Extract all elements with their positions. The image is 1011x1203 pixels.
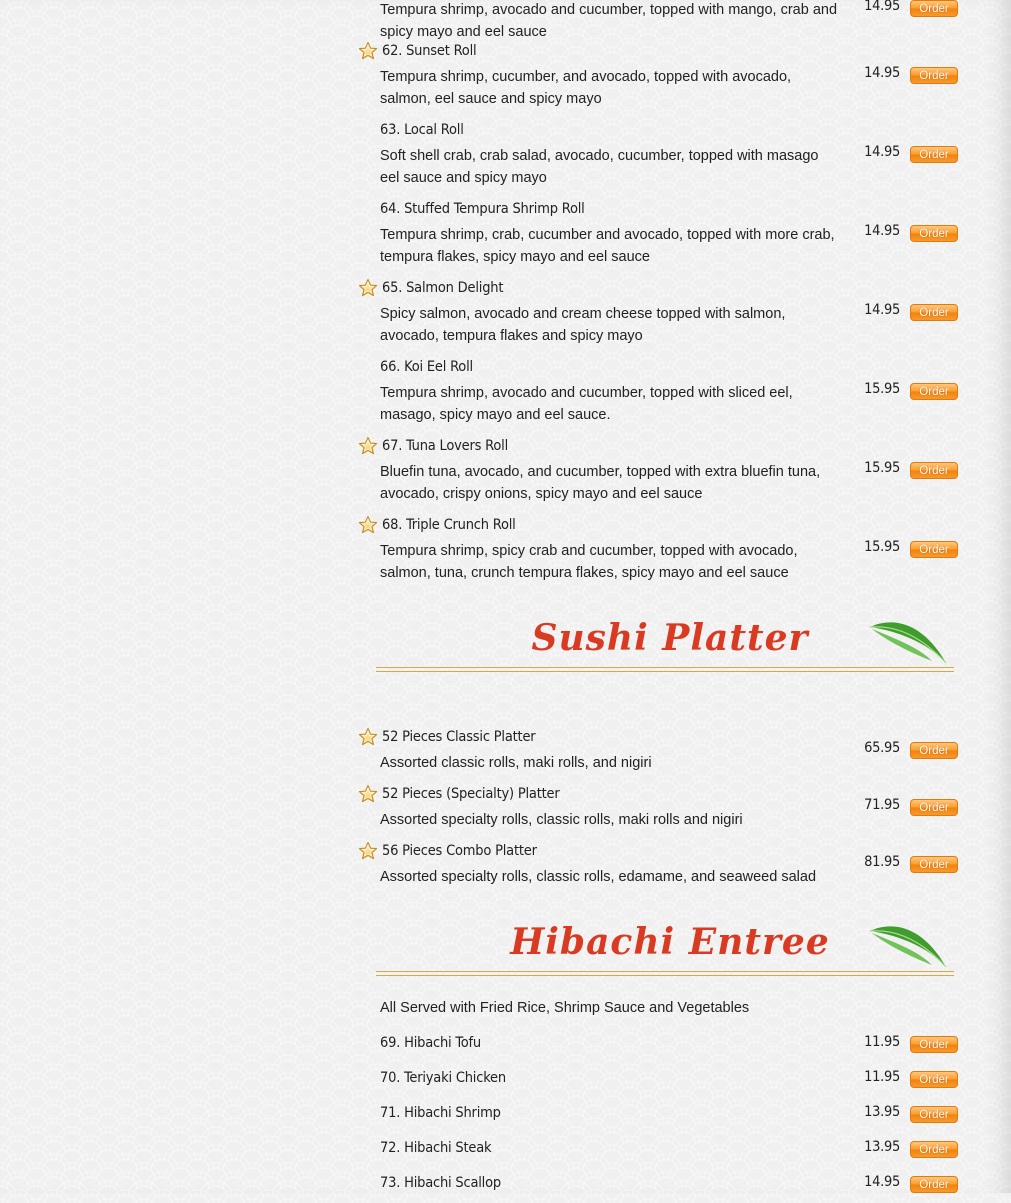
- star-icon: [358, 278, 378, 298]
- item-description: Bluefin tuna, avocado, and cucumber, topped with extra bluefin tuna, avocado, crispy onions, spicy mayo and eel sauce: [380, 464, 821, 502]
- menu-item: [356, 199, 966, 271]
- menu-item: [356, 1173, 966, 1203]
- item-description: Tempura shrimp, avocado and cucumber, topped with mango, crab and spicy mayo and eel sauce: [380, 2, 838, 40]
- section-divider: [376, 971, 954, 976]
- item-description: Soft shell crab, crab salad, avocado, cucumber, topped with masago eel sauce and spicy mayo: [380, 148, 819, 186]
- item-description: Tempura shrimp, spicy crab and cucumber, topped with avocado, salmon, tuna, crunch tempura flakes, spicy mayo and eel sauce: [380, 543, 798, 581]
- star-icon: [358, 436, 378, 456]
- menu-item: [356, 278, 966, 350]
- order-button[interactable]: Order: [910, 1036, 958, 1053]
- item-price: 13.95: [864, 1104, 900, 1120]
- menu-item: [356, 41, 966, 113]
- menu-item: [356, 0, 966, 46]
- star-icon: [358, 41, 378, 61]
- item-price: 14.95: [864, 0, 900, 14]
- item-name: 67. Tuna Lovers Roll: [382, 438, 508, 454]
- menu-item: [356, 515, 966, 587]
- item-name: 52 Pieces Classic Platter: [382, 729, 536, 745]
- item-description: Assorted classic rolls, maki rolls, and nigiri: [380, 755, 652, 771]
- order-button[interactable]: Order: [910, 1141, 958, 1158]
- order-button[interactable]: Order: [910, 462, 958, 479]
- menu-item: [356, 727, 966, 777]
- item-description: Tempura shrimp, cucumber, and avocado, topped with avocado, salmon, eel sauce and spicy mayo: [380, 69, 792, 107]
- item-name: 73. Hibachi Scallop: [380, 1175, 501, 1191]
- order-button[interactable]: Order: [910, 1106, 958, 1123]
- item-name: 56 Pieces Combo Platter: [382, 843, 537, 859]
- item-price: 14.95: [864, 302, 900, 318]
- item-description: Tempura shrimp, avocado and cucumber, topped with sliced eel, masago, spicy mayo and eel sauce.: [380, 385, 793, 423]
- star-icon: [358, 841, 378, 861]
- item-name: 65. Salmon Delight: [382, 280, 504, 296]
- order-button[interactable]: Order: [910, 67, 958, 84]
- item-price: 11.95: [864, 1034, 900, 1050]
- menu-item: [356, 1033, 966, 1063]
- item-name: 72. Hibachi Steak: [380, 1140, 492, 1156]
- item-description: Tempura shrimp, crab, cucumber and avocado, topped with more crab, tempura flakes, spicy mayo and eel sauce: [380, 227, 835, 265]
- section-title: Sushi Platter: [531, 617, 809, 659]
- order-button[interactable]: Order: [910, 225, 958, 242]
- section-header: [376, 617, 956, 677]
- item-price: 14.95: [864, 1174, 900, 1190]
- item-description: Assorted specialty rolls, classic rolls, edamame, and seaweed salad: [380, 869, 817, 885]
- item-price: 14.95: [864, 144, 900, 160]
- order-button[interactable]: Order: [910, 146, 958, 163]
- order-button[interactable]: Order: [910, 0, 958, 17]
- order-button[interactable]: Order: [910, 1176, 958, 1193]
- order-button[interactable]: Order: [910, 304, 958, 321]
- section-note: All Served with Fried Rice, Shrimp Sauce and Vegetables: [380, 1000, 750, 1016]
- menu-column: [356, 0, 966, 1193]
- item-price: 81.95: [864, 854, 900, 870]
- item-name: 70. Teriyaki Chicken: [380, 1070, 506, 1086]
- section-divider: [376, 667, 954, 672]
- item-name: 62. Sunset Roll: [382, 43, 477, 59]
- section-header: [376, 921, 956, 981]
- order-button[interactable]: Order: [910, 799, 958, 816]
- item-price: 13.95: [864, 1139, 900, 1155]
- item-description: Spicy salmon, avocado and cream cheese topped with salmon, avocado, tempura flakes and spicy mayo: [380, 306, 786, 344]
- item-name: 66. Koi Eel Roll: [380, 359, 473, 375]
- item-price: 14.95: [864, 223, 900, 239]
- item-name: 63. Local Roll: [380, 122, 464, 138]
- menu-item: [356, 436, 966, 508]
- item-price: 15.95: [864, 460, 900, 476]
- item-price: 11.95: [864, 1069, 900, 1085]
- menu-item: [356, 1103, 966, 1133]
- item-price: 15.95: [864, 381, 900, 397]
- item-name: 52 Pieces (Specialty) Platter: [382, 786, 560, 802]
- item-description: Assorted specialty rolls, classic rolls, maki rolls and nigiri: [380, 812, 743, 828]
- menu-item: [356, 841, 966, 891]
- star-icon: [358, 784, 378, 804]
- order-button[interactable]: Order: [910, 856, 958, 873]
- order-button[interactable]: Order: [910, 1071, 958, 1088]
- bamboo-leaf-icon: [868, 921, 952, 969]
- item-price: 15.95: [864, 539, 900, 555]
- star-icon: [358, 727, 378, 747]
- menu-item: [356, 120, 966, 192]
- item-price: 14.95: [864, 65, 900, 81]
- menu-item: [356, 1068, 966, 1098]
- section-title: Hibachi Entree: [510, 921, 830, 963]
- item-price: 65.95: [864, 740, 900, 756]
- order-button[interactable]: Order: [910, 742, 958, 759]
- item-name: 64. Stuffed Tempura Shrimp Roll: [380, 201, 585, 217]
- item-price: 71.95: [864, 797, 900, 813]
- star-icon: [358, 515, 378, 535]
- menu-item: [356, 1138, 966, 1168]
- item-name: 69. Hibachi Tofu: [380, 1035, 481, 1051]
- item-name: 68. Triple Crunch Roll: [382, 517, 516, 533]
- item-name: 71. Hibachi Shrimp: [380, 1105, 501, 1121]
- menu-item: [356, 357, 966, 429]
- bamboo-leaf-icon: [868, 617, 952, 665]
- menu-item: [356, 784, 966, 834]
- order-button[interactable]: Order: [910, 383, 958, 400]
- order-button[interactable]: Order: [910, 541, 958, 558]
